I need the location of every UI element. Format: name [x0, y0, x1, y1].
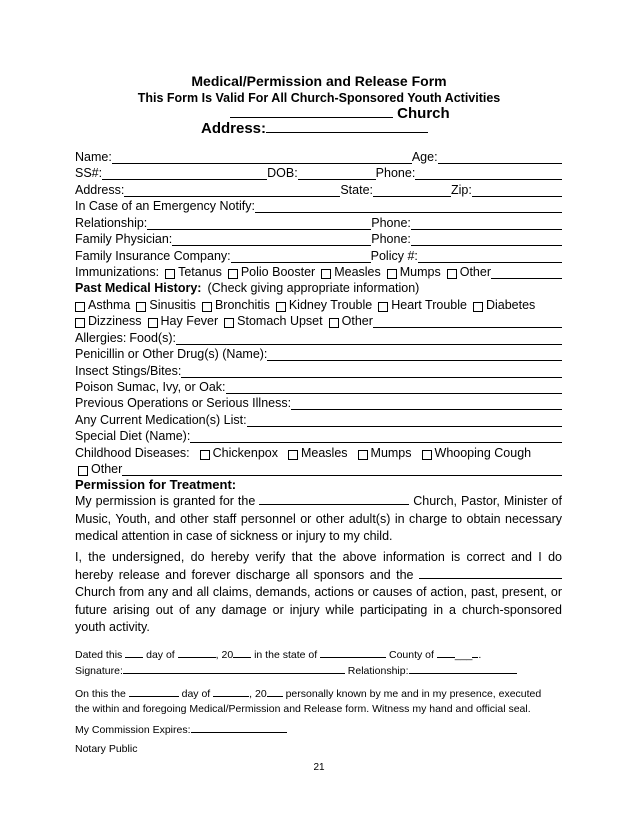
emergency-label: In Case of an Emergency Notify: — [75, 199, 255, 213]
insect-row — [75, 362, 562, 378]
page-number: 21 — [313, 762, 325, 773]
child-other-label: Other — [91, 462, 123, 476]
immunizations-label: Immunizations: — [75, 265, 160, 279]
allergies-row — [75, 329, 562, 345]
commission-field[interactable] — [191, 722, 287, 733]
policy-label: Policy #: — [370, 249, 418, 263]
address-field-label: Address: — [75, 183, 125, 197]
tetanus-label: Tetanus — [178, 265, 222, 279]
church-address-blank[interactable] — [266, 120, 428, 133]
county-label: County of — [388, 649, 434, 661]
name-label: Name: — [75, 150, 112, 164]
church-name-blank[interactable] — [230, 105, 393, 118]
dated-state-blank[interactable] — [320, 647, 386, 658]
physician-field[interactable] — [172, 234, 371, 246]
insect-label: Insect Stings/Bites: — [75, 364, 182, 378]
poison-field[interactable] — [226, 382, 562, 394]
asthma-label: Asthma — [88, 298, 131, 312]
stomach-checkbox[interactable] — [224, 318, 234, 328]
form-subtitle: This Form Is Valid For All Church-Sponsored Youth Activities — [137, 91, 501, 105]
dob-field[interactable] — [298, 168, 376, 180]
state-field[interactable] — [373, 185, 451, 197]
kidney-checkbox[interactable] — [276, 302, 286, 312]
day-blank[interactable] — [125, 647, 143, 658]
notary-line1-end: personally known by me and in my presence, executed — [285, 688, 542, 700]
childhood-other-row — [75, 460, 562, 476]
commission-label: My Commission Expires: — [75, 724, 191, 736]
child-measles-checkbox[interactable] — [288, 450, 298, 460]
childhood-label: Childhood Diseases: — [75, 446, 190, 460]
poison-row — [75, 378, 562, 394]
child-other-checkbox[interactable] — [78, 466, 88, 476]
dated-line: Dated this day of , 20 in the state of County of ___ . — [75, 649, 482, 661]
commission-line — [75, 722, 562, 738]
phone3-label: Phone: — [371, 232, 411, 246]
child-other-field[interactable] — [122, 464, 562, 476]
address-field[interactable] — [124, 185, 340, 197]
phone-field[interactable] — [415, 168, 562, 180]
history-other-label: Other — [341, 314, 373, 328]
release-church-blank[interactable] — [419, 567, 562, 579]
ss-row — [75, 164, 562, 180]
imm-other-checkbox[interactable] — [447, 269, 457, 279]
polio-label: Polio Booster — [240, 265, 316, 279]
stomach-label: Stomach Upset — [237, 314, 323, 328]
name-row — [75, 148, 562, 164]
heart-label: Heart Trouble — [391, 298, 467, 312]
operations-row — [75, 394, 562, 410]
chickenpox-label: Chickenpox — [212, 446, 278, 460]
emergency-row — [75, 197, 562, 213]
mumps-label: Mumps — [399, 265, 441, 279]
notary-line-2: the within and foregoing Medical/Permission and Release form. Witness my hand and official seal. — [75, 703, 531, 715]
hayfever-label: Hay Fever — [160, 314, 219, 328]
child-mumps-label: Mumps — [370, 446, 412, 460]
medication-label: Any Current Medication(s) List: — [75, 413, 247, 427]
polio-checkbox[interactable] — [228, 269, 238, 279]
address-row — [75, 181, 562, 197]
permission-paragraph-1 — [75, 493, 562, 546]
history-heading-row — [75, 279, 562, 295]
permission-p2-end: Church from any and all claims, demands, actions or causes of action, past, present, or future arising out of any damage or injury while participating in a church-sponsored youth activity. — [75, 585, 562, 634]
month-blank[interactable] — [178, 647, 216, 658]
diabetes-checkbox[interactable] — [473, 302, 483, 312]
zip-field[interactable] — [472, 185, 562, 197]
policy-field[interactable] — [418, 251, 562, 263]
penicillin-row — [75, 345, 562, 361]
signature-line — [75, 663, 562, 679]
childhood-row — [75, 444, 562, 460]
immunizations-row — [75, 263, 562, 279]
phone2-label: Phone: — [371, 216, 411, 230]
relationship-row — [75, 214, 562, 230]
county-blank-a[interactable] — [437, 647, 455, 658]
history-other-checkbox[interactable] — [329, 318, 339, 328]
sig-relationship-label: Relationship: — [347, 665, 409, 677]
insurance-label: Family Insurance Company: — [75, 249, 231, 263]
day-of-label: day of — [146, 649, 175, 661]
ss-field[interactable] — [102, 168, 267, 180]
measles-checkbox[interactable] — [321, 269, 331, 279]
signature-label: Signature: — [75, 665, 123, 677]
year-label: , 20 — [215, 649, 234, 661]
notary-public: Notary Public — [75, 743, 138, 755]
tetanus-checkbox[interactable] — [165, 269, 175, 279]
insurance-field[interactable] — [231, 251, 371, 263]
penicillin-field[interactable] — [267, 349, 562, 361]
hayfever-checkbox[interactable] — [148, 318, 158, 328]
address-line — [201, 120, 428, 137]
dizziness-label: Dizziness — [88, 314, 142, 328]
relationship-label: Relationship: — [75, 216, 148, 230]
history-row2 — [75, 312, 562, 328]
zip-label: Zip: — [451, 183, 472, 197]
relationship-field[interactable] — [147, 218, 371, 230]
insect-field[interactable] — [181, 366, 562, 378]
diet-row — [75, 427, 562, 443]
chickenpox-checkbox[interactable] — [200, 450, 210, 460]
permission-church-blank[interactable] — [259, 493, 409, 505]
operations-field[interactable] — [291, 398, 562, 410]
notary-year-label: , 20 — [249, 688, 267, 700]
imm-other-field[interactable] — [491, 267, 562, 279]
sinusitis-checkbox[interactable] — [136, 302, 146, 312]
food-label: Food(s): — [129, 331, 176, 345]
poison-label: Poison Sumac, Ivy, or Oak: — [75, 380, 226, 394]
form-title: Medical/Permission and Release Form — [191, 73, 447, 89]
ss-label: SS#: — [75, 166, 103, 180]
permission-heading: Permission for Treatment: — [75, 477, 237, 492]
sinusitis-label: Sinusitis — [149, 298, 196, 312]
dated-label: Dated this — [75, 649, 123, 661]
bronchitis-checkbox[interactable] — [202, 302, 212, 312]
emergency-field[interactable] — [255, 201, 562, 213]
name-field[interactable] — [112, 152, 412, 164]
medication-row — [75, 411, 562, 427]
child-measles-label: Measles — [300, 446, 348, 460]
diabetes-label: Diabetes — [485, 298, 536, 312]
phone2-field[interactable] — [411, 218, 562, 230]
allergies-label: Allergies: — [75, 331, 127, 345]
year-blank[interactable] — [233, 647, 251, 658]
notary-on-label: On this the — [75, 688, 126, 700]
diet-field[interactable] — [190, 431, 562, 443]
notary-day-of-label: day of — [181, 688, 211, 700]
physician-row — [75, 230, 562, 246]
child-mumps-checkbox[interactable] — [358, 450, 368, 460]
permission-p1-end: Church, Pastor, Minister of Music, Youth, and other staff personnel or other adult(s) in charge to obtain necessary medical attention in case of sickness or injury to my child. — [75, 494, 562, 543]
history-note: (Check giving appropriate information) — [207, 281, 420, 295]
measles-label: Measles — [334, 265, 381, 279]
medication-field[interactable] — [247, 415, 562, 427]
notary-day-blank[interactable] — [129, 686, 179, 697]
county-blank-text: ___ — [454, 649, 473, 661]
state-label: State: — [340, 183, 374, 197]
age-field[interactable] — [438, 152, 562, 164]
sig-relationship-field[interactable] — [409, 663, 517, 674]
notary-line-1 — [75, 686, 562, 702]
permission-heading-row — [75, 476, 562, 492]
permission-p1-start: My permission is granted for the — [75, 494, 256, 508]
dizziness-checkbox[interactable] — [75, 318, 85, 328]
history-heading: Past Medical History: — [75, 281, 202, 295]
insurance-row — [75, 247, 562, 263]
mumps-checkbox[interactable] — [387, 269, 397, 279]
diet-label: Special Diet (Name): — [75, 429, 191, 443]
kidney-label: Kidney Trouble — [288, 298, 373, 312]
imm-other-label: Other — [459, 265, 491, 279]
age-label: Age: — [411, 150, 438, 164]
state-of-label: in the state of — [254, 649, 318, 661]
penicillin-label: Penicillin or Other Drug(s) (Name): — [75, 347, 268, 361]
asthma-checkbox[interactable] — [75, 302, 85, 312]
phone-label: Phone: — [375, 166, 416, 180]
physician-label: Family Physician: — [75, 232, 173, 246]
bronchitis-label: Bronchitis — [214, 298, 270, 312]
county-blank-b[interactable] — [472, 647, 478, 658]
whooping-checkbox[interactable] — [422, 450, 432, 460]
food-field[interactable] — [176, 333, 562, 345]
dob-label: DOB: — [267, 166, 298, 180]
whooping-label: Whooping Cough — [434, 446, 532, 460]
church-label: Church — [397, 105, 450, 122]
heart-checkbox[interactable] — [378, 302, 388, 312]
address-label: Address: — [201, 120, 267, 137]
phone3-field[interactable] — [411, 234, 562, 246]
history-other-field[interactable] — [373, 316, 562, 328]
operations-label: Previous Operations or Serious Illness: — [75, 396, 292, 410]
notary-month-blank[interactable] — [213, 686, 249, 697]
signature-field[interactable] — [123, 663, 345, 674]
permission-p2-start: I, the undersigned, do hereby verify that the above information is correct and I do hereby release and forever discharge all sponsors and the — [75, 550, 562, 582]
permission-paragraph-2 — [75, 549, 562, 637]
history-row1 — [75, 296, 562, 312]
notary-year-blank[interactable] — [267, 686, 283, 697]
